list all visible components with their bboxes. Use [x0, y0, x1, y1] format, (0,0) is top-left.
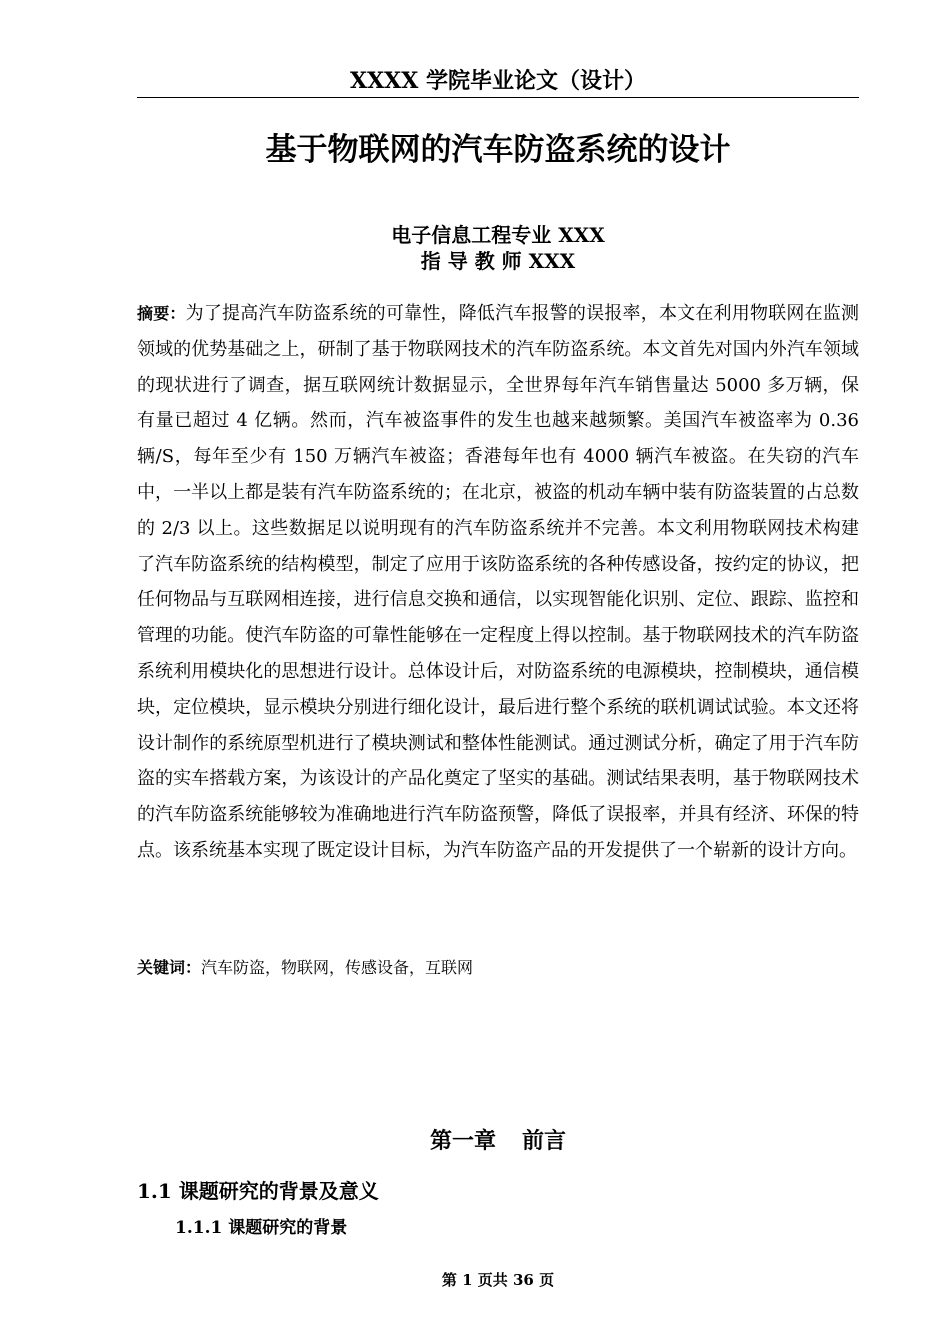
abstract-text: 为了提高汽车防盗系统的可靠性，降低汽车报警的误报率，本文在利用物联网在监测领域的优势基础之上，研制了基于物联网技术的汽车防盗系统。本文首先对国内外汽车领域的现状进行了调查，据互联网统计数据显示，全世界每年汽车销售量达 5000 多万辆，保有量已超过 4 亿辆。然而，汽车被盗事件的发生也越来越频繁。美国汽车被盗率为 0.36 辆/S，每年至少有 150 万辆汽车被盗；香港每年也有 4000 辆汽车被盗。在失窃的汽车中，一半以上都是装有汽车防盗系统的；在北京，被盗的机动车辆中装有防盗装置的占总数的 2/3 以上。这些数据足以说明现有的汽车防盗系统并不完善。本文利用物联网技术构建了汽车防盗系统的结构模型，制定了应用于该防盗系统的各种传感设备，按约定的协议，把任何物品与互联网相连接，进行信息交换和通信，以实现智能化识别、定位、跟踪、监控和管理的功能。使汽车防盗的可靠性能够在一定程度上得以控制。基于物联网技术的汽车防盗系统利用模块化的思想进行设计。总体设计后，对防盗系统的电源模块，控制模块，通信模块，定位模块，显示模块分别进行细化设计，最后进行整个系统的联机调试试验。本文还将设计制作的系统原型机进行了模块测试和整体性能测试。通过测试分析，确定了用于汽车防盗的实车搭载方案，为该设计的产品化奠定了坚实的基础。测试结果表明，基于物联网技术的汽车防盗系统能够较为准确地进行汽车防盗预警，降低了误报率，并具有经济、环保的特点。该系统基本实现了既定设计目标，为汽车防盗产品的开发提供了一个崭新的设计方向。: [137, 303, 859, 861]
running-header: XXXX 学院毕业论文（设计）: [350, 68, 646, 94]
page-footer: 第 1 页共 36 页: [441, 1271, 555, 1289]
header-divider: [137, 97, 859, 98]
chapter-heading: [137, 1124, 859, 1158]
abstract-label: 摘要：: [137, 304, 186, 323]
keywords-label: 关键词：: [137, 958, 202, 977]
chapter-number: 第一章: [429, 1128, 496, 1154]
advisor-line: 指 导 教 师 XXX: [420, 249, 576, 273]
subsection-heading: 1.1.1 课题研究的背景: [175, 1218, 348, 1238]
section-heading: 1.1 课题研究的背景及意义: [137, 1179, 379, 1203]
chapter-name: 前言: [522, 1128, 567, 1154]
keywords-text: 汽车防盗，物联网，传感设备，互联网: [201, 958, 474, 977]
major-author-line: 电子信息工程专业 XXX: [391, 223, 605, 247]
keywords-line: [137, 954, 859, 982]
thesis-title: 基于物联网的汽车防盗系统的设计: [265, 132, 731, 168]
abstract-paragraph: [137, 296, 859, 869]
